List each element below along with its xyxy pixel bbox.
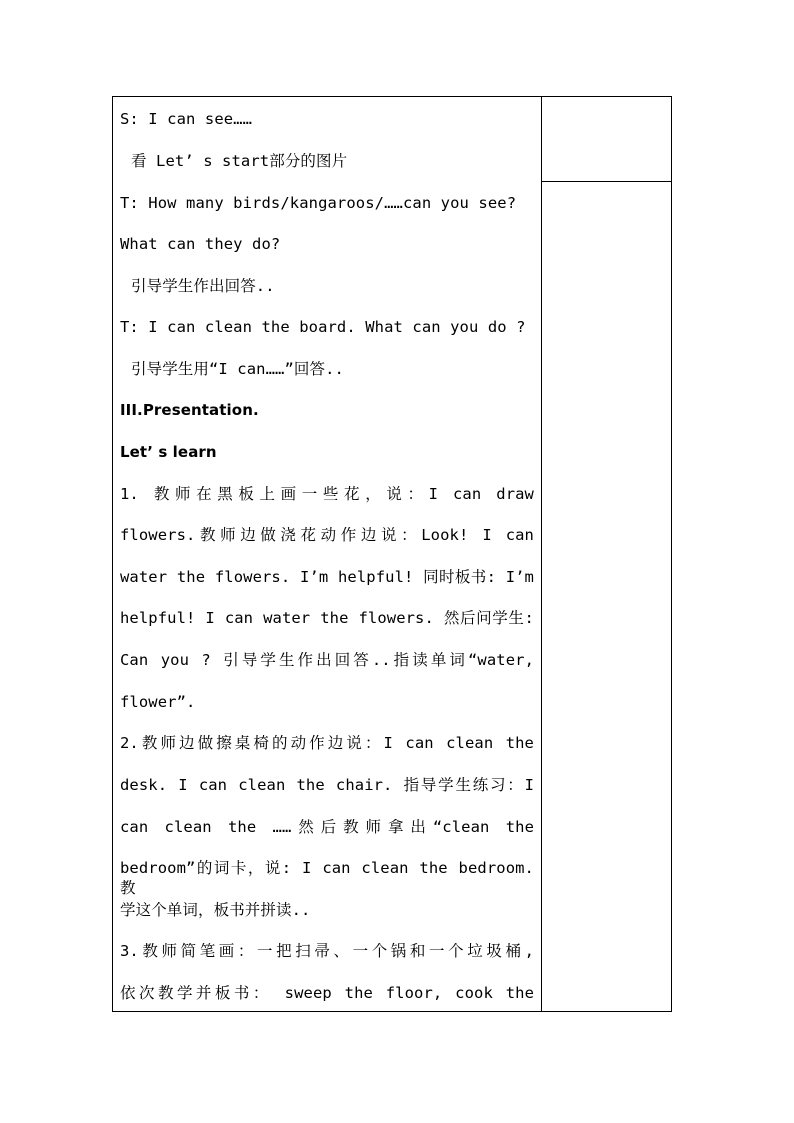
section-heading: III.Presentation. [120, 401, 259, 419]
step-text-line: 3.教师简笔画：一把扫帚、一个锅和一个垃圾桶, [120, 942, 534, 960]
instruction-line: 看 Let’ s start部分的图片 [131, 152, 348, 170]
instruction-line: 引导学生用“I can……”回答.. [131, 360, 344, 378]
step-text-line: 2.教师边做擦桌椅的动作边说：I can clean the [120, 734, 534, 752]
step-text-line: 学这个单词，板书并拼读.. [120, 901, 311, 919]
step-text-line: can clean the ……然后教师拿出“clean the [120, 818, 534, 836]
instruction-line: 引导学生作出回答.. [131, 277, 275, 295]
step-text-line: 1. 教师在黑板上画一些花，说：I can draw [120, 485, 534, 503]
step-text-line: flower”. [120, 693, 196, 711]
teacher-question-line: T: I can clean the board. What can you do ? [120, 318, 526, 336]
step-text-line: water the flowers. I’m helpful! 同时板书: I’m [120, 568, 534, 586]
step-text-line: helpful! I can water the flowers. 然后问学生: [120, 609, 534, 627]
teacher-question-line: What can they do? [120, 235, 281, 253]
lesson-plan-table [112, 96, 672, 1012]
notes-cell-divider [541, 181, 672, 182]
column-divider [541, 97, 542, 1011]
step-text-line: Can you ? 引导学生作出回答..指读单词“water, [120, 651, 534, 669]
teacher-question-line: T: How many birds/kangaroos/……can you see? [120, 194, 517, 212]
step-text-line: desk. I can clean the chair. 指导学生练习：I [120, 776, 534, 794]
step-text-line: 依次教学并板书： sweep the floor, cook the [120, 984, 534, 1002]
subsection-heading: Let’ s learn [120, 443, 217, 461]
student-line: S: I can see…… [120, 110, 253, 128]
step-text-line: flowers.教师边做浇花动作边说：Look! I can [120, 526, 534, 544]
step-text-line: bedroom”的词卡，说: I can clean the bedroom. 教 [120, 859, 534, 897]
